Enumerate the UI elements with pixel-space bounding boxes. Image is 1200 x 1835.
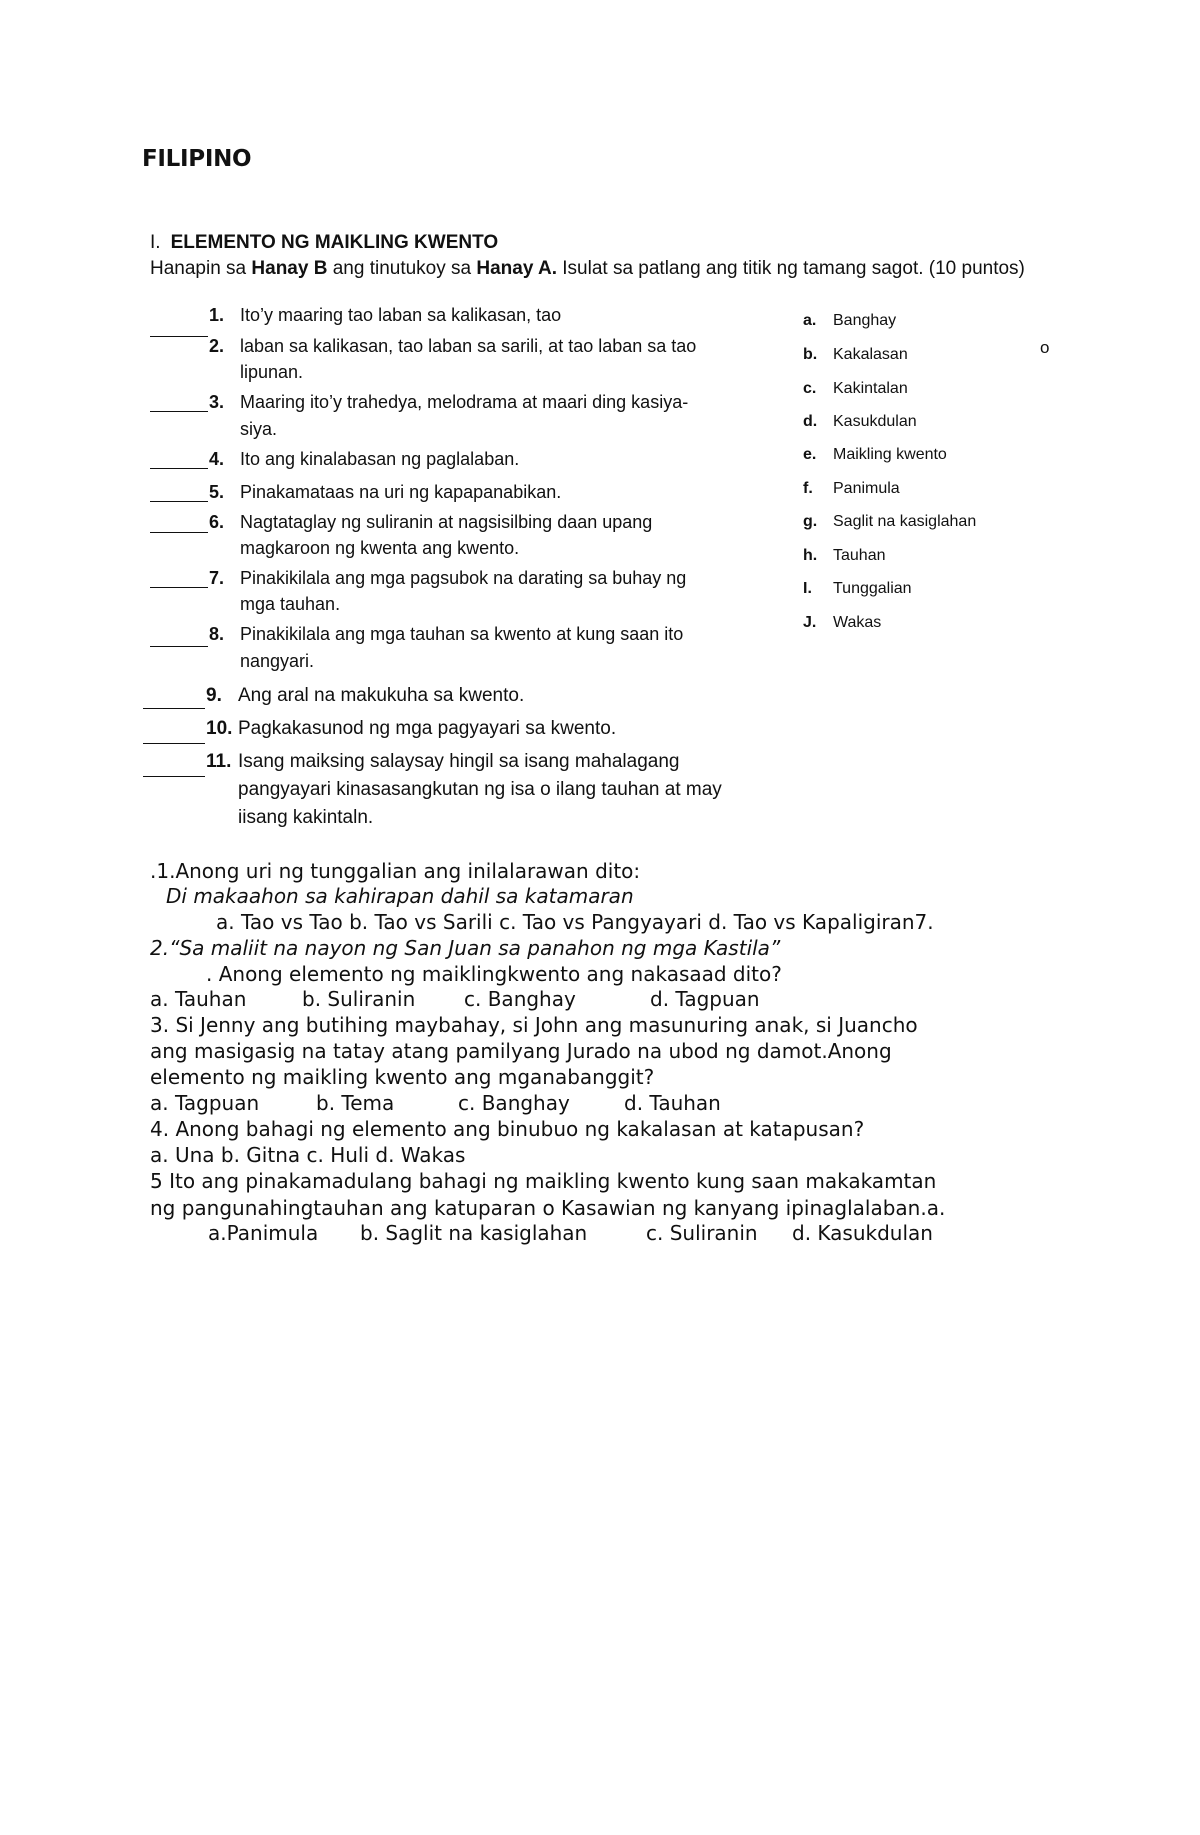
instruction-text: ang tinutukoy sa <box>327 258 477 279</box>
question-3: 3. Si Jenny ang butihing maybahay, si John ang masunuring anak, si Juancho <box>150 1013 918 1037</box>
item-number: 11. <box>206 751 232 772</box>
choice-item: I. Tunggalian <box>803 580 912 597</box>
item-text: siya. <box>240 419 278 439</box>
q3-choice-b: b. Tema <box>316 1091 395 1115</box>
question-1-quote: Di makaahon sa kahirapan dahil sa katamaran <box>166 884 634 908</box>
question-3: elemento ng maikling kwento ang mganabanggit? <box>150 1065 655 1089</box>
item-text: iisang kakintaln. <box>238 807 374 828</box>
item-number: 6. <box>209 512 225 532</box>
stray-mark: o <box>1040 338 1050 357</box>
item-text: mga tauhan. <box>240 594 341 614</box>
answer-blank[interactable] <box>150 587 208 588</box>
choice-item: c. Kakintalan <box>803 380 908 397</box>
section-heading <box>150 232 498 254</box>
q5-choice-c: c. Suliranin <box>646 1221 758 1245</box>
choice-item: e. Maikling kwento <box>803 446 947 463</box>
item-number: 7. <box>209 568 225 588</box>
question-4: 4. Anong bahagi ng elemento ang binubuo ng kakalasan at katapusan? <box>150 1117 865 1141</box>
q2-choice-b: b. Suliranin <box>302 987 416 1011</box>
item-number: 3. <box>209 392 225 412</box>
choice-item: f. Panimula <box>803 480 900 497</box>
answer-blank[interactable] <box>150 411 208 412</box>
q3-choice-c: c. Banghay <box>458 1091 570 1115</box>
q5-choice-a: a.Panimula <box>208 1221 319 1245</box>
item-text: Pinakikilala ang mga tauhan sa kwento at kung saan ito <box>240 624 684 644</box>
answer-blank[interactable] <box>150 646 208 647</box>
q2-choice-c: c. Banghay <box>464 987 576 1011</box>
item-text: Pinakamataas na uri ng kapapanabikan. <box>240 482 562 502</box>
item-text: Ito’y maaring tao laban sa kalikasan, tao <box>240 305 562 325</box>
question-5: ng pangunahingtauhan ang katuparan o Kasawian ng kanyang ipinaglalaban.a. <box>150 1196 946 1220</box>
choice-item: J. Wakas <box>803 614 882 631</box>
item-text: Ang aral na makukuha sa kwento. <box>238 685 525 706</box>
q5-choice-d: d. Kasukdulan <box>792 1221 933 1245</box>
q2-choice-a: a. Tauhan <box>150 987 247 1011</box>
question-3: ang masigasig na tatay atang pamilyang Jurado na ubod ng damot.Anong <box>150 1039 892 1063</box>
q3-choice-a: a. Tagpuan <box>150 1091 260 1115</box>
answer-blank[interactable] <box>143 708 205 709</box>
q3-choice-d: d. Tauhan <box>624 1091 721 1115</box>
instruction <box>150 258 1025 280</box>
instruction-bold: Hanay B <box>251 258 328 279</box>
item-text: Pinakikilala ang mga pagsubok na darating sa buhay ng <box>240 568 687 588</box>
section-numeral: I. <box>150 232 161 253</box>
item-number: 5. <box>209 482 225 502</box>
item-text: pangyayari kinasasangkutan ng isa o ilang tauhan at may <box>238 779 722 800</box>
answer-blank[interactable] <box>150 501 208 502</box>
instruction-bold: Hanay A. <box>476 258 557 279</box>
item-text: nangyari. <box>240 651 315 671</box>
q2-choice-d: d. Tagpuan <box>650 987 760 1011</box>
question-4-choices: a. Una b. Gitna c. Huli d. Wakas <box>150 1143 466 1167</box>
instruction-text: Hanapin sa <box>150 258 252 279</box>
question-2-quote: 2.“Sa maliit na nayon ng San Juan sa panahon ng mga Kastila” <box>150 936 781 960</box>
item-number: 2. <box>209 336 225 356</box>
answer-blank[interactable] <box>150 468 208 469</box>
subject-title: FILIPINO <box>142 146 252 172</box>
item-number: 10. <box>206 718 233 739</box>
choice-item: b. Kakalasan <box>803 346 908 363</box>
instruction-text: Isulat sa patlang ang titik ng tamang sagot. (10 puntos) <box>556 258 1025 279</box>
item-number: 4. <box>209 449 225 469</box>
answer-blank[interactable] <box>143 776 205 777</box>
item-text: Pagkakasunod ng mga pagyayari sa kwento. <box>238 718 617 739</box>
choice-item: d. Kasukdulan <box>803 413 917 430</box>
answer-blank[interactable] <box>143 743 205 744</box>
answer-blank[interactable] <box>150 336 208 337</box>
choice-item: h. Tauhan <box>803 547 886 564</box>
item-number: 8. <box>209 624 225 644</box>
item-text: lipunan. <box>240 362 304 382</box>
choice-item: g. Saglit na kasiglahan <box>803 513 977 530</box>
item-text: Maaring ito’y trahedya, melodrama at maari ding kasiya- <box>240 392 689 412</box>
answer-blank[interactable] <box>150 532 208 533</box>
question-2: . Anong elemento ng maiklingkwento ang nakasaad dito? <box>206 962 782 986</box>
item-text: magkaroon ng kwenta ang kwento. <box>240 538 520 558</box>
question-5: 5 Ito ang pinakamadulang bahagi ng maikling kwento kung saan makakamtan <box>150 1169 937 1193</box>
item-text: Nagtataglay ng suliranin at nagsisilbing daan upang <box>240 512 653 532</box>
item-number: 9. <box>206 685 222 706</box>
question-1-choices: a. Tao vs Tao b. Tao vs Sarili c. Tao vs Pangyayari d. Tao vs Kapaligiran7. <box>216 910 934 934</box>
choice-item: a. Banghay <box>803 312 897 329</box>
question-1: .1.Anong uri ng tunggalian ang inilalarawan dito: <box>150 859 641 883</box>
item-number: 1. <box>209 305 225 325</box>
item-text: Ito ang kinalabasan ng paglalaban. <box>240 449 520 469</box>
item-text: laban sa kalikasan, tao laban sa sarili, at tao laban sa tao <box>240 336 697 356</box>
q5-choice-b: b. Saglit na kasiglahan <box>360 1221 588 1245</box>
section-title: ELEMENTO NG MAIKLING KWENTO <box>170 232 499 253</box>
item-text: Isang maiksing salaysay hingil sa isang mahalagang <box>238 751 680 772</box>
